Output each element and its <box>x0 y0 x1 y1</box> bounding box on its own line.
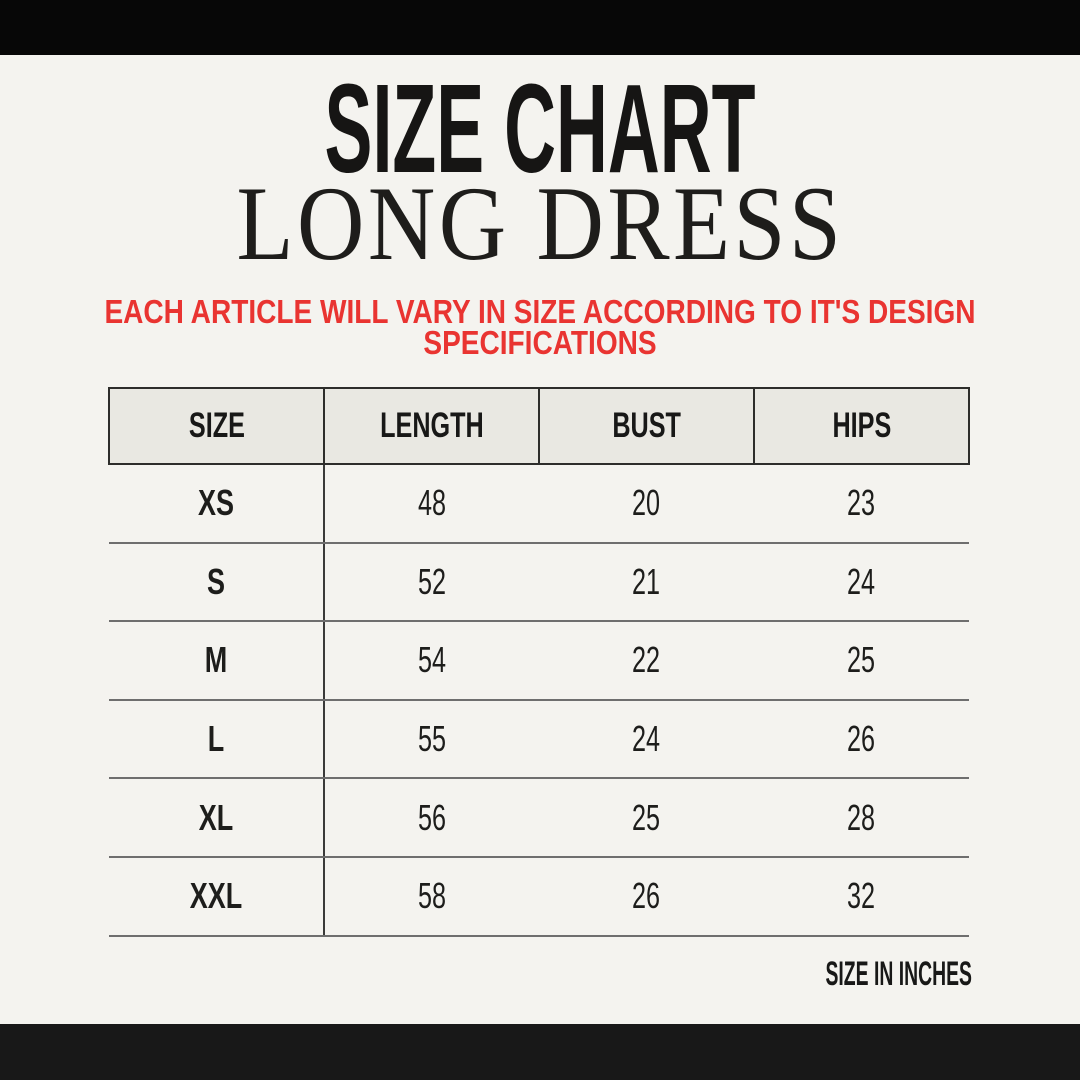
table-row-m <box>109 621 969 700</box>
column-header-length-label: LENGTH <box>379 406 484 445</box>
cell-hips <box>754 778 969 857</box>
hips-value: 23 <box>847 482 876 524</box>
column-header-hips-label: HIPS <box>832 406 891 445</box>
cell-length <box>324 621 539 700</box>
size-value: M <box>204 639 228 681</box>
bust-value: 22 <box>632 639 661 681</box>
page-title: SIZE CHART <box>324 58 756 199</box>
hips-value: 24 <box>847 560 876 602</box>
bust-value: 21 <box>632 560 661 602</box>
cell-size <box>109 464 324 543</box>
length-value: 55 <box>417 718 447 760</box>
cell-length <box>324 543 539 622</box>
column-header-size-label: SIZE <box>188 406 245 445</box>
table-header-row <box>109 388 969 464</box>
bust-value: 25 <box>632 796 661 838</box>
cell-hips <box>754 621 969 700</box>
cell-hips <box>754 700 969 779</box>
cell-length <box>324 464 539 543</box>
cell-size <box>109 621 324 700</box>
cell-bust <box>539 700 754 779</box>
size-value: XL <box>198 796 234 838</box>
column-header-length <box>324 388 539 464</box>
cell-bust <box>539 621 754 700</box>
column-header-bust-label: BUST <box>612 406 681 445</box>
cell-hips <box>754 464 969 543</box>
cell-size <box>109 857 324 936</box>
bust-value: 26 <box>632 875 661 917</box>
size-value: S <box>206 560 225 602</box>
length-value: 48 <box>417 482 447 524</box>
column-header-size <box>109 388 324 464</box>
length-value: 52 <box>417 560 447 602</box>
cell-hips <box>754 543 969 622</box>
page-subtitle: LONG DRESS <box>236 165 844 282</box>
cell-bust <box>539 543 754 622</box>
hips-value: 25 <box>847 639 876 681</box>
hips-value: 28 <box>847 796 876 838</box>
cell-size <box>109 543 324 622</box>
cell-length <box>324 778 539 857</box>
cell-length <box>324 700 539 779</box>
length-value: 58 <box>417 875 447 917</box>
top-black-bar <box>0 0 1080 55</box>
units-note: SIZE IN INCHES <box>825 955 972 993</box>
hips-value: 32 <box>847 875 876 917</box>
cell-bust <box>539 778 754 857</box>
table-row-xs <box>109 464 969 543</box>
table-row-s <box>109 543 969 622</box>
size-value: L <box>207 718 225 760</box>
hips-value: 26 <box>847 718 876 760</box>
cell-size <box>109 778 324 857</box>
size-value: XXL <box>189 875 243 917</box>
cell-bust <box>539 857 754 936</box>
variance-notice-wrap <box>73 293 1008 361</box>
variance-notice: EACH ARTICLE WILL VARY IN SIZE ACCORDING TO IT'S DESIGN SPECIFICATIONS <box>104 293 976 361</box>
page-subtitle-wrap <box>0 165 1080 282</box>
length-value: 54 <box>417 639 447 681</box>
size-value: XS <box>197 482 235 524</box>
table-row-xxl <box>109 857 969 936</box>
cell-length <box>324 857 539 936</box>
cell-hips <box>754 857 969 936</box>
table-row-xl <box>109 778 969 857</box>
cell-size <box>109 700 324 779</box>
table-row-l <box>109 700 969 779</box>
column-header-hips <box>754 388 969 464</box>
bust-value: 24 <box>632 718 661 760</box>
bottom-black-bar <box>0 1024 1080 1080</box>
cell-bust <box>539 464 754 543</box>
size-table <box>108 387 970 937</box>
length-value: 56 <box>417 796 447 838</box>
column-header-bust <box>539 388 754 464</box>
bust-value: 20 <box>632 482 661 524</box>
